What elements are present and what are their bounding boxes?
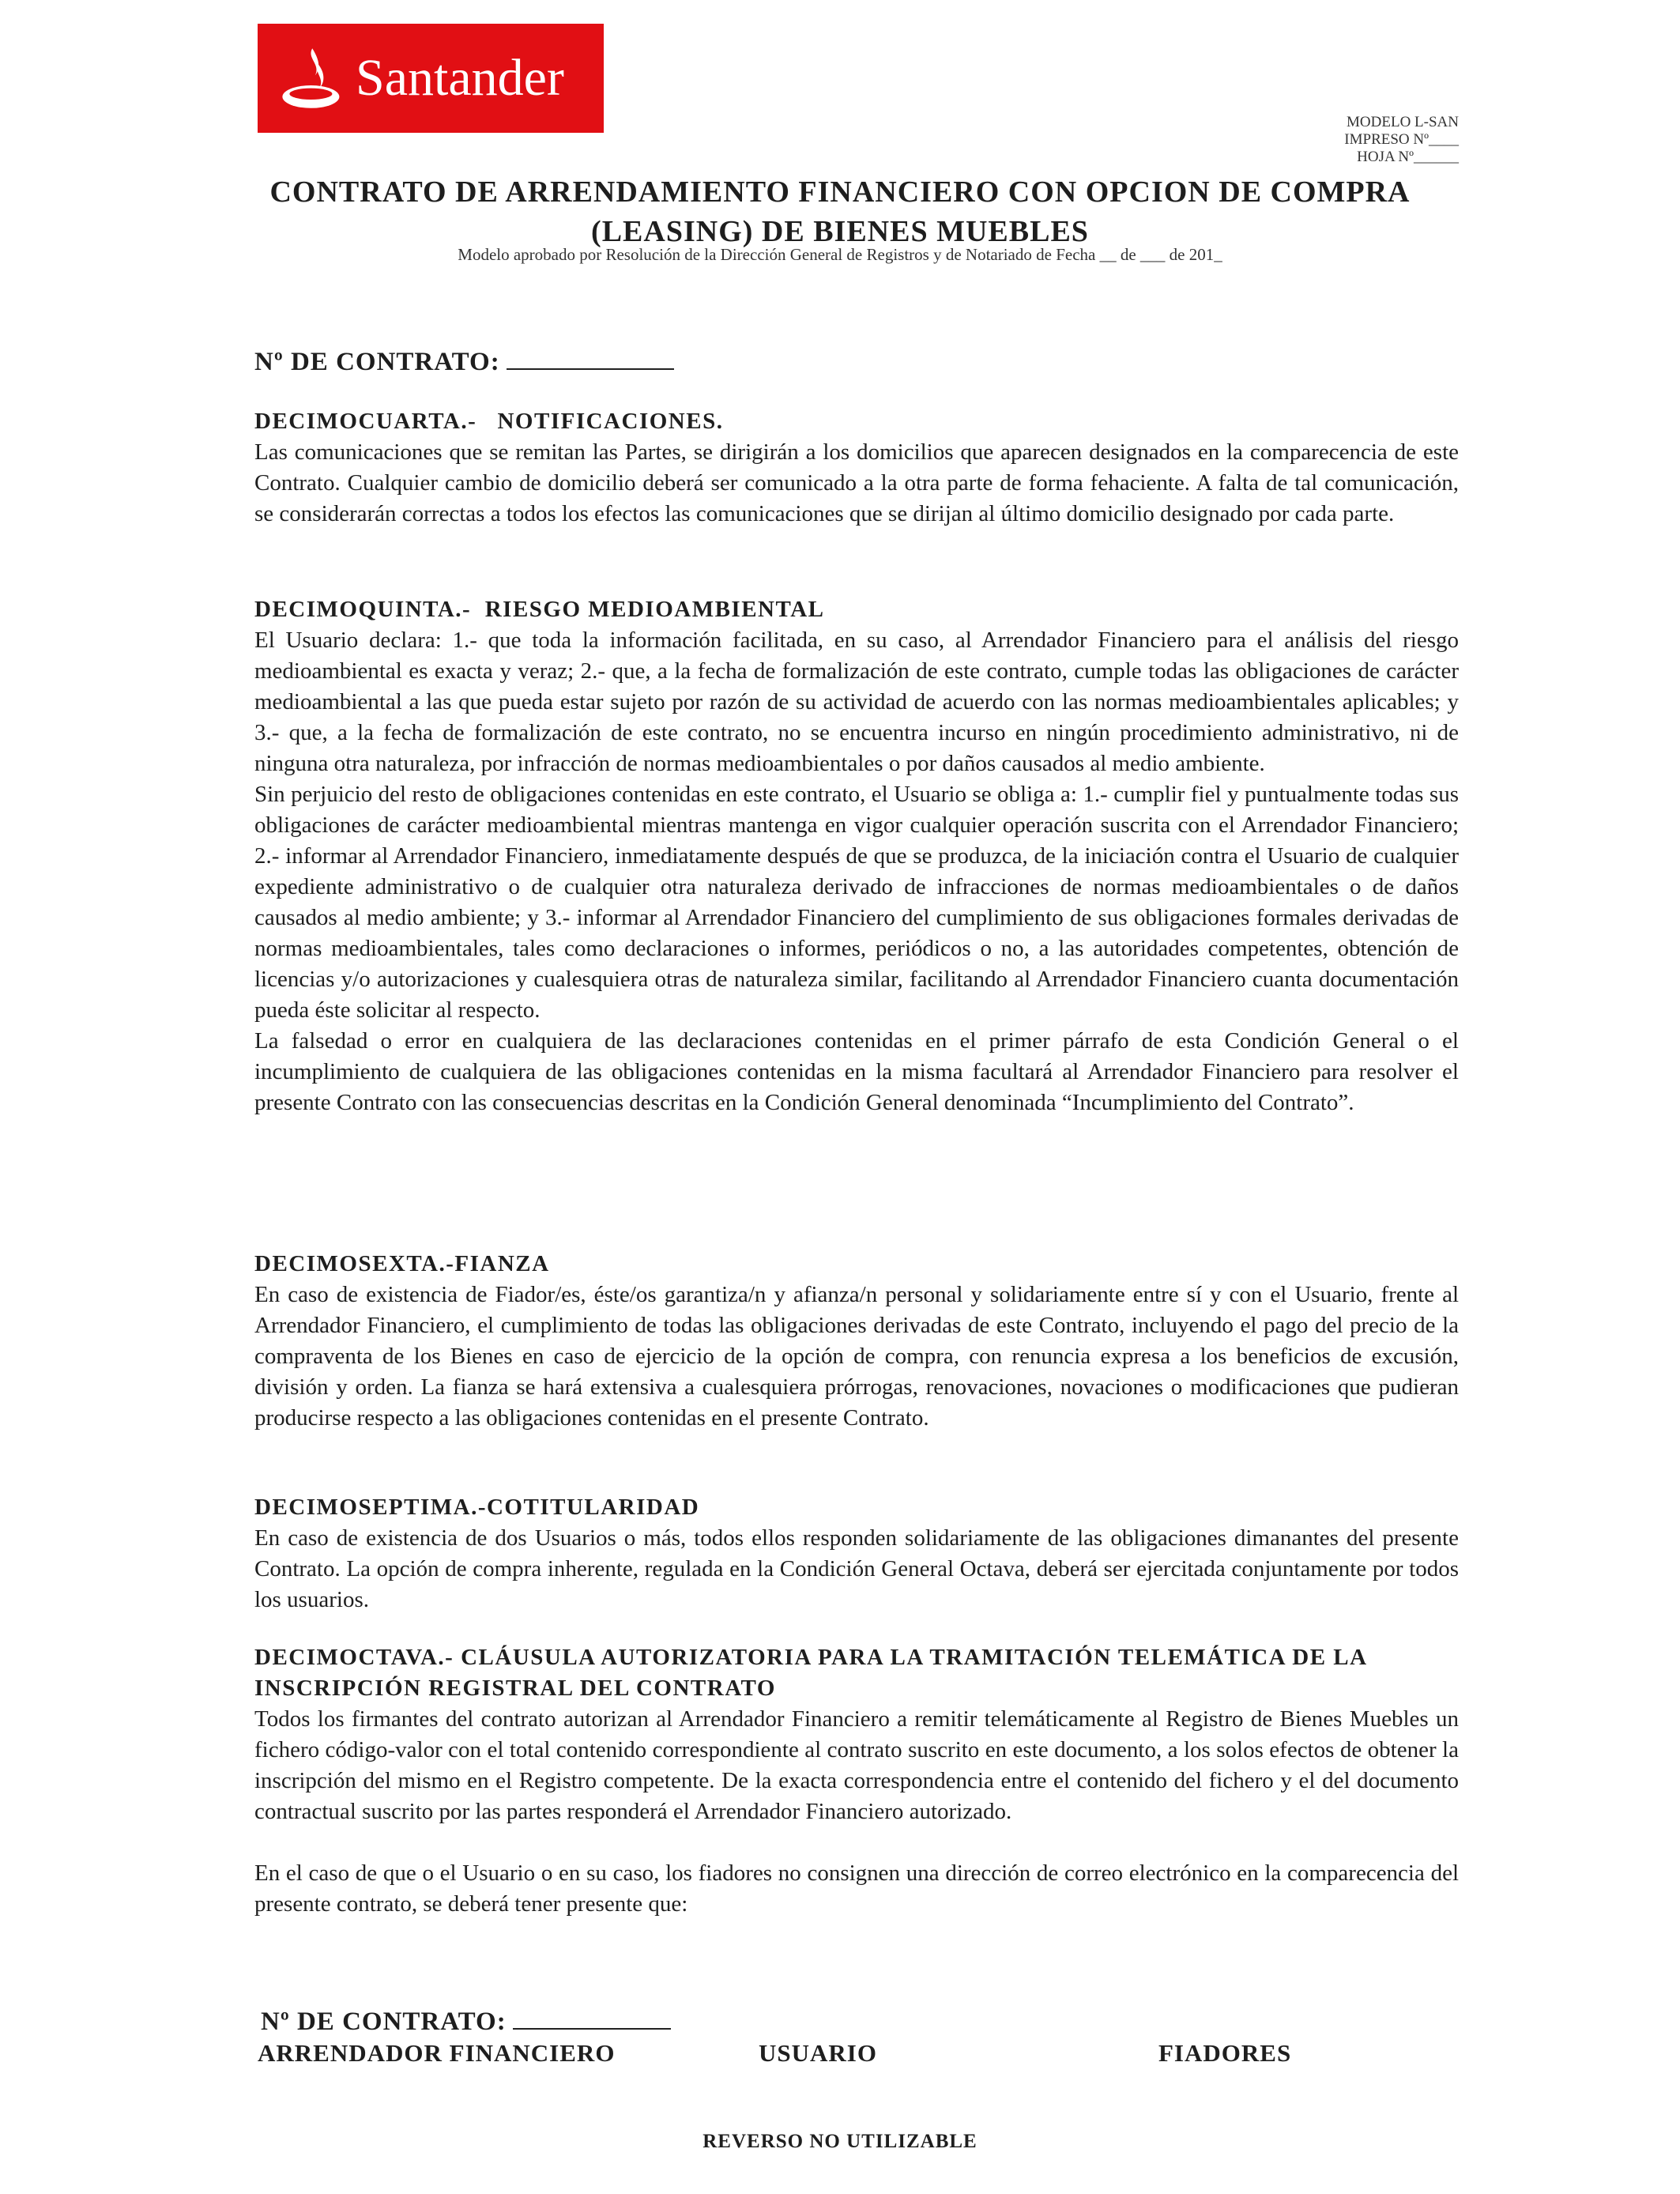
- signature-contract-number: [261, 2007, 671, 2037]
- signature-contract-number-label: Nº DE CONTRATO:: [261, 2007, 507, 2036]
- section-paragraph: Sin perjuicio del resto de obligaciones contenidas en este contrato, el Usuario se obliga a: 1.- cumplir fiel y puntualmente todas sus obligaciones de carácter medioambiental mientras mantenga en vigor cualquier operación suscrita con el Arrendador Financiero; 2.- informar al Arrendador Financiero, inmediatamente después de que se produzca, de la iniciación contra el Usuario de cualquier expediente administrativo o de cualquier otra naturaleza derivado de infracciones de normas medioambientales o de daños causados al medio ambiente; y 3.- informar al Arrendador Financiero del cumplimiento de sus obligaciones formales derivadas de normas medioambientales, tales como declaraciones o informes, periódicos o no, a las autoridades competentes, obtención de licencias y/o autorizaciones y cualesquiera otras de naturaleza similar, facilitando al Arrendador Financiero cuanta documentación pueda éste solicitar al respecto.: [254, 782, 1459, 1023]
- section-heading: DECIMOQUINTA.- RIESGO MEDIOAMBIENTAL: [254, 597, 825, 622]
- signature-contract-number-blank: [513, 2007, 671, 2030]
- contract-number-label: Nº DE CONTRATO:: [254, 348, 500, 376]
- document-subtitle: Modelo aprobado por Resolución de la Dirección General de Registros y de Notariado de Fecha __ de ___ de 201_: [458, 245, 1222, 264]
- section-paragraph: En el caso de que o el Usuario o en su caso, los fiadores no consignen una dirección de correo electrónico en la comparecencia del presente contrato, se deberá tener presente que:: [254, 1860, 1459, 1917]
- title-line-1: CONTRATO DE ARRENDAMIENTO FINANCIERO CON OPCION DE COMPRA: [269, 175, 1411, 209]
- document-title: [0, 172, 1680, 251]
- contract-number-blank: [507, 348, 674, 370]
- impreso-number: IMPRESO Nº____: [1344, 131, 1459, 148]
- section-paragraph: La falsedad o error en cualquiera de las declaraciones contenidas en el primer párrafo de esta Condición General o el incumplimiento de cualquiera de las obligaciones contenidas en la misma facultará al Arrendador Financiero para resolver el presente Contrato con las consecuencias descritas en la Condición General denominada “Incumplimiento del Contrato”.: [254, 1028, 1459, 1115]
- section-riesgo-medioambiental: [254, 594, 1459, 1118]
- signature-user: USUARIO: [759, 2039, 877, 2067]
- section-paragraph: Todos los firmantes del contrato autorizan al Arrendador Financiero a remitir telemáticamente al Registro de Bienes Muebles un fichero código-valor con el total contenido correspondiente al contrato suscrito en este documento, a los solos efectos de obtener la inscripción del mismo en el Registro competente. De la exacta correspondencia entre el contenido del fichero y el del documento contractual suscrito por las partes responderá el Arrendador Financiero autorizado.: [254, 1706, 1459, 1824]
- model-info: [1344, 114, 1459, 166]
- section-paragraph: En caso de existencia de dos Usuarios o más, todos ellos responden solidariamente de las obligaciones dimanantes del presente Contrato. La opción de compra inherente, regulada en la Condición General Octava, deberá ser ejercitada conjuntamente por todos los usuarios.: [254, 1525, 1459, 1612]
- hoja-number: HOJA Nº______: [1357, 149, 1459, 165]
- section-heading: DECIMOSEXTA.-FIANZA: [254, 1251, 550, 1276]
- section-heading: DECIMOCTAVA.- CLÁUSULA AUTORIZATORIA PARA LA TRAMITACIÓN TELEMÁTICA DE LA INSCRIPCIÓN REGISTRAL DEL CONTRATO: [254, 1645, 1366, 1701]
- flame-icon: [278, 43, 349, 114]
- model-code: MODELO L-SAN: [1347, 114, 1459, 130]
- santander-logo: [258, 24, 604, 133]
- section-notificaciones: [254, 406, 1459, 530]
- section-heading: DECIMOCUARTA.- NOTIFICACIONES.: [254, 409, 724, 434]
- contract-number: [254, 348, 674, 377]
- section-clausula-autorizatoria: [254, 1642, 1459, 1920]
- section-paragraph: El Usuario declara: 1.- que toda la información facilitada, en su caso, al Arrendador Financiero para el análisis del riesgo medioambiental es exacta y veraz; 2.- que, a la fecha de formalización de este contrato, cumple todas las obligaciones de carácter medioambiental a las que pueda estar sujeto por razón de su actividad de acuerdo con las normas medioambientales aplicables; y 3.- que, a la fecha de formalización de este contrato, no se encuentra incurso en ningún procedimiento administrativo, ni de ninguna otra naturaleza, por infracción de normas medioambientales o por daños causados al medio ambiente.: [254, 628, 1459, 776]
- section-heading: DECIMOSEPTIMA.-COTITULARIDAD: [254, 1495, 700, 1520]
- section-fianza: [254, 1249, 1459, 1434]
- page-footer: REVERSO NO UTILIZABLE: [703, 2131, 977, 2152]
- section-paragraph: Las comunicaciones que se remitan las Partes, se dirigirán a los domicilios que aparecen designados en la comparecencia de este Contrato. Cualquier cambio de domicilio deberá ser comunicado a la otra parte de forma fehaciente. A falta de tal comunicación, se considerarán correctas a todos los efectos las comunicaciones que se dirijan al último domicilio designado por cada parte.: [254, 439, 1459, 526]
- section-paragraph: En caso de existencia de Fiador/es, éste/os garantiza/n y afianza/n personal y solidariamente entre sí y con el Usuario, frente al Arrendador Financiero, el cumplimiento de todas las obligaciones derivadas de este Contrato, incluyendo el pago del precio de la compraventa de los Bienes en caso de ejercicio de la opción de compra, con renuncia expresa a los beneficios de excusión, división y orden. La fianza se hará extensiva a cualesquiera prórrogas, renovaciones, novaciones o modificaciones que pudieran producirse respecto a las obligaciones contenidas en el presente Contrato.: [254, 1282, 1459, 1431]
- signature-guarantors: FIADORES: [1158, 2039, 1292, 2067]
- section-cotitularidad: [254, 1492, 1459, 1615]
- title-line-2: (LEASING) DE BIENES MUEBLES: [591, 215, 1089, 248]
- brand-name: Santander: [356, 49, 564, 107]
- signature-lessor: ARRENDADOR FINANCIERO: [258, 2039, 616, 2067]
